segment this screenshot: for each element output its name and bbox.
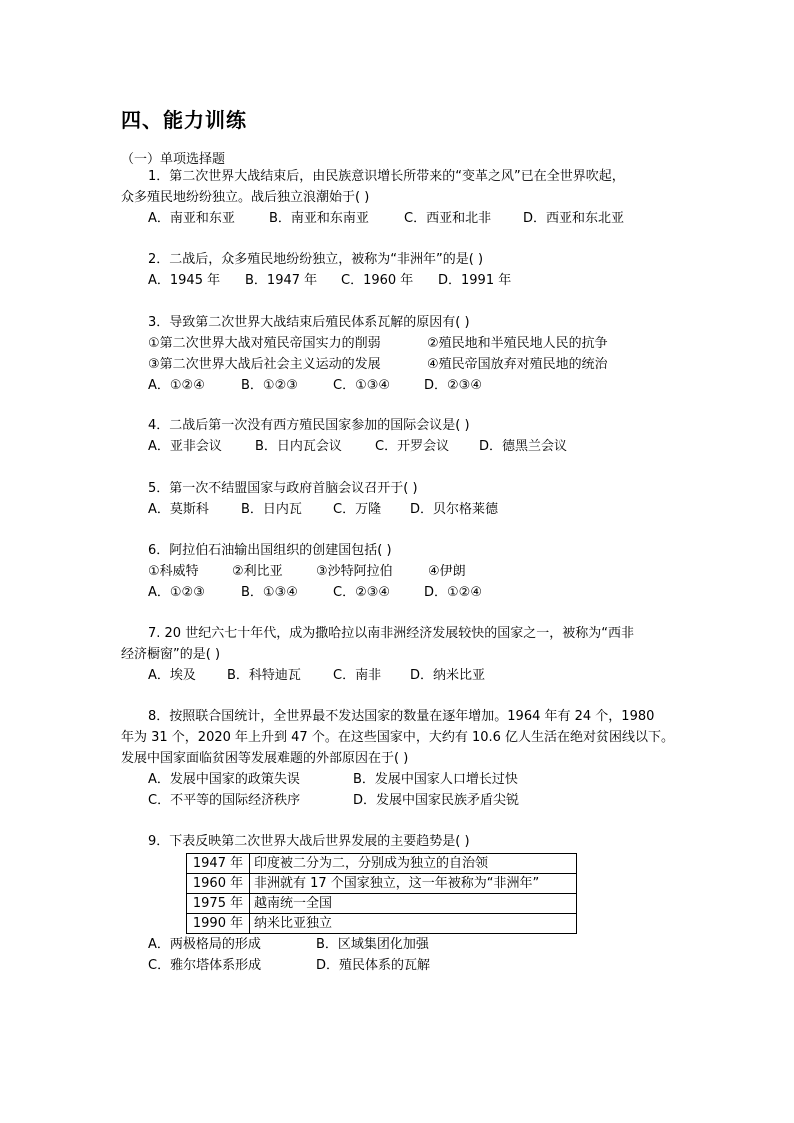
statement-3: ③第二次世界大战后社会主义运动的发展	[148, 357, 381, 372]
table-row	[187, 854, 577, 874]
statement-list	[121, 333, 681, 354]
statement-2: ②殖民地和半殖民地人民的抗争	[427, 336, 608, 351]
option-a[interactable]: A．①②③	[148, 585, 205, 600]
option-a[interactable]: A．埃及	[148, 668, 196, 683]
option-d[interactable]: D．殖民体系的瓦解	[316, 958, 431, 973]
answer-options	[121, 436, 681, 457]
answer-options	[121, 955, 681, 976]
option-d[interactable]: D．①②④	[424, 585, 482, 600]
answer-options	[121, 499, 681, 520]
option-c[interactable]: C．西亚和北非	[404, 211, 492, 226]
option-d[interactable]: D．②③④	[424, 378, 482, 393]
option-d[interactable]: D．德黑兰会议	[479, 439, 568, 454]
option-d[interactable]: D．1991 年	[438, 273, 512, 288]
statement-2: ②利比亚	[232, 564, 283, 579]
event-cell: 非洲就有 17 个国家独立，这一年被称为“非洲年”	[250, 874, 577, 894]
answer-options	[121, 208, 681, 229]
option-d[interactable]: D．西亚和东北亚	[523, 211, 625, 226]
option-c[interactable]: C．雅尔塔体系形成	[148, 958, 262, 973]
answer-options	[121, 934, 681, 955]
year-cell: 1960 年	[187, 874, 250, 894]
option-b[interactable]: B．日内瓦	[241, 502, 302, 517]
option-c[interactable]: C．南非	[333, 668, 382, 683]
question-stem: 4．二战后第一次没有西方殖民国家参加的国际会议是( )	[148, 418, 470, 433]
option-b[interactable]: B．①③④	[241, 585, 298, 600]
question-stem: 5．第一次不结盟国家与政府首脑会议召开于( )	[148, 481, 418, 496]
answer-options	[121, 375, 681, 396]
option-b[interactable]: B．①②③	[241, 378, 298, 393]
page-title: 四、能力训练	[121, 108, 247, 132]
question-1	[121, 166, 681, 229]
question-5	[121, 478, 681, 520]
option-c[interactable]: C．②③④	[333, 585, 391, 600]
option-a[interactable]: A．亚非会议	[148, 439, 222, 454]
option-c[interactable]: C．开罗会议	[375, 439, 450, 454]
question-stem: 3．导致第二次世界大战结束后殖民体系瓦解的原因有( )	[148, 315, 470, 330]
option-d[interactable]: D．纳米比亚	[410, 668, 486, 683]
option-a[interactable]: A．①②④	[148, 378, 205, 393]
question-stem: 年为 31 个，2020 年上升到 47 个。在这些国家中，大约有 10.6 亿人生活在绝对贫困线以下。	[121, 730, 675, 745]
question-stem: 1．第二次世界大战结束后，由民族意识增长所带来的“变革之风”已在全世界吹起，	[148, 169, 625, 184]
table-row	[187, 914, 577, 934]
event-cell: 纳米比亚独立	[250, 914, 577, 934]
question-8	[121, 706, 681, 811]
event-cell: 越南统一全国	[250, 894, 577, 914]
option-d[interactable]: D．贝尔格莱德	[410, 502, 499, 517]
statement-list	[121, 354, 681, 375]
option-b[interactable]: B．区域集团化加强	[316, 937, 429, 952]
option-c[interactable]: C．①③④	[333, 378, 391, 393]
answer-options	[121, 790, 681, 811]
question-stem: 众多殖民地纷纷独立。战后独立浪潮始于( )	[121, 190, 370, 205]
option-b[interactable]: B．发展中国家人口增长过快	[353, 772, 518, 787]
statement-4: ④伊朗	[428, 564, 466, 579]
option-b[interactable]: B．科特迪瓦	[227, 668, 301, 683]
question-9	[121, 831, 681, 976]
section-heading: （一）单项选择题	[121, 152, 226, 167]
year-cell: 1947 年	[187, 854, 250, 874]
question-stem: 2．二战后，众多殖民地纷纷独立，被称为“非洲年”的是( )	[148, 252, 484, 267]
table-row	[187, 874, 577, 894]
question-2	[121, 249, 681, 291]
question-4	[121, 415, 681, 457]
option-c[interactable]: C．不平等的国际经济秩序	[148, 793, 301, 808]
option-d[interactable]: D．发展中国家民族矛盾尖锐	[353, 793, 520, 808]
option-c[interactable]: C．万隆	[333, 502, 382, 517]
option-a[interactable]: A．莫斯科	[148, 502, 209, 517]
event-cell: 印度被二分为二，分别成为独立的自治领	[250, 854, 577, 874]
answer-options	[121, 665, 681, 686]
year-cell: 1975 年	[187, 894, 250, 914]
question-stem: 6．阿拉伯石油输出国组织的创建国包括( )	[148, 543, 392, 558]
statement-list	[121, 561, 681, 582]
statement-3: ③沙特阿拉伯	[316, 564, 393, 579]
option-a[interactable]: A．两极格局的形成	[148, 937, 261, 952]
option-a[interactable]: A．发展中国家的政策失误	[148, 772, 300, 787]
statement-1: ①科威特	[148, 564, 199, 579]
question-stem: 经济橱窗”的是( )	[121, 647, 221, 662]
question-6	[121, 540, 681, 603]
option-b[interactable]: B．1947 年	[245, 273, 318, 288]
table-row	[187, 894, 577, 914]
question-3	[121, 312, 681, 396]
statement-4: ④殖民帝国放弃对殖民地的统治	[427, 357, 608, 372]
statement-1: ①第二次世界大战对殖民帝国实力的削弱	[148, 336, 381, 351]
question-stem: 发展中国家面临贫困等发展难题的外部原因在于( )	[121, 751, 409, 766]
option-b[interactable]: B．日内瓦会议	[255, 439, 342, 454]
answer-options	[121, 270, 681, 291]
year-cell: 1990 年	[187, 914, 250, 934]
answer-options	[121, 769, 681, 790]
question-stem: 7. 20 世纪六七十年代，成为撒哈拉以南非洲经济发展较快的国家之一，被称为“西非	[148, 626, 634, 641]
option-b[interactable]: B．南亚和东南亚	[269, 211, 369, 226]
answer-options	[121, 582, 681, 603]
option-c[interactable]: C．1960 年	[341, 273, 414, 288]
option-a[interactable]: A．1945 年	[148, 273, 221, 288]
question-stem: 9．下表反映第二次世界大战后世界发展的主要趋势是( )	[148, 834, 470, 849]
question-stem: 8．按照联合国统计，全世界最不发达国家的数量在逐年增加。1964 年有 24 个，1980	[148, 709, 655, 724]
question-7	[121, 623, 681, 686]
option-a[interactable]: A．南亚和东亚	[148, 211, 235, 226]
history-table	[186, 853, 577, 934]
